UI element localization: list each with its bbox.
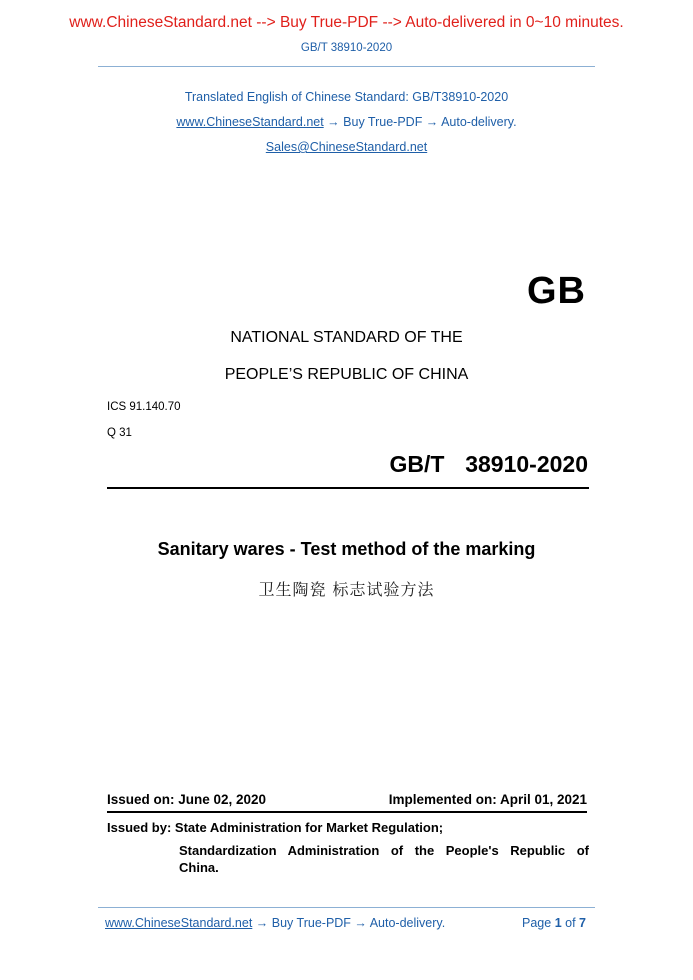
gb-mark: GB	[527, 270, 586, 312]
page-total: 7	[579, 916, 586, 930]
sales-email-link[interactable]: Sales@ChineseStandard.net	[265, 140, 428, 154]
page-indicator	[522, 916, 586, 930]
page-label: Page	[522, 916, 552, 930]
buy-text: → Buy True-PDF → Auto-delivery.	[323, 115, 517, 129]
issuer-line3: China.	[179, 860, 219, 875]
title-divider	[107, 487, 589, 489]
ics-code: ICS 91.140.70	[107, 401, 181, 413]
header-divider	[98, 66, 595, 67]
header-standard-code: GB/T 38910-2020	[300, 42, 393, 54]
national-standard-line2: PEOPLE’S REPUBLIC OF CHINA	[224, 366, 469, 383]
translation-links	[0, 115, 693, 129]
footer-links	[105, 916, 445, 930]
page-current: 1	[554, 916, 562, 930]
email-row	[0, 140, 693, 154]
dates-divider	[107, 811, 587, 813]
promo-banner[interactable]: www.ChineseStandard.net --> Buy True-PDF --> Auto-delivered in 0~10 minutes.	[69, 14, 624, 31]
title-english: Sanitary wares - Test method of the marking	[157, 539, 536, 559]
page-of: of	[565, 916, 576, 930]
ccs-code: Q 31	[107, 427, 132, 439]
footer-buy-text: → Buy True-PDF → Auto-delivery.	[252, 916, 446, 930]
issuer-line2: Standardization Administration of the People's Republic of	[179, 843, 589, 858]
title-chinese: 卫生陶瓷 标志试验方法	[258, 580, 435, 599]
standard-code: GB/T 38910-2020	[389, 451, 588, 477]
issuer-line1: Issued by: State Administration for Market Regulation;	[107, 820, 444, 835]
translation-notice: Translated English of Chinese Standard: GB/T38910-2020	[184, 90, 509, 104]
footer-site-link[interactable]: www.ChineseStandard.net	[105, 916, 253, 930]
implemented-on-date: Implemented on: April 01, 2021	[388, 792, 587, 807]
national-standard-line1: NATIONAL STANDARD OF THE	[230, 329, 463, 346]
footer-divider	[98, 907, 595, 908]
site-link[interactable]: www.ChineseStandard.net	[176, 115, 324, 129]
issued-on-date: Issued on: June 02, 2020	[107, 792, 267, 807]
